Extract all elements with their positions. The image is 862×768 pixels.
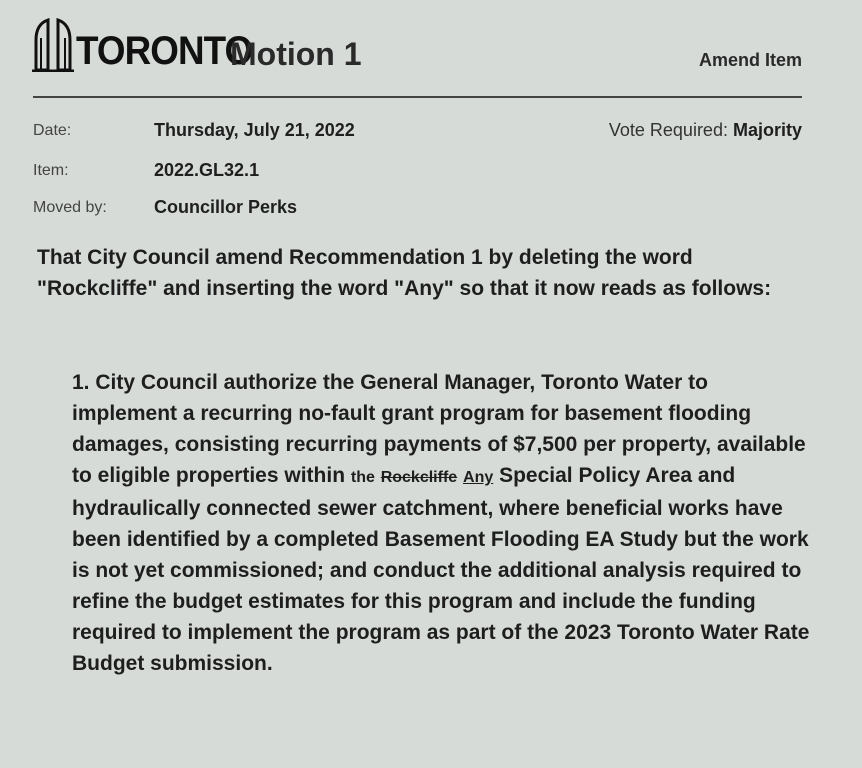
deleted-word: Rockcliffe <box>380 469 458 486</box>
city-hall-icon <box>32 18 74 72</box>
date-value: Thursday, July 21, 2022 <box>154 120 355 140</box>
vote-value: Majority <box>732 120 802 140</box>
item-value: 2022.GL32.1 <box>154 160 260 180</box>
recommendation-text <box>72 367 812 679</box>
recommendation-part2: Special Policy Area and hydraulically connected sewer catchment, where beneficial works have been identified by a completed Basement Flooding EA Study but the work is not yet commissioned; and conduct the additional analysis required to refine the budget estimates for this program and include the funding required to implement the program as part of the 2023 Toronto Water Rate Budget submission. <box>72 464 810 675</box>
date-label: Date: <box>33 122 72 139</box>
recommendation-part1: 1. City Council authorize the General Manager, Toronto Water to implement a recurring no-fault grant program for basement flooding damages, consisting recurring payments of $7,500 per property, available to eligible properties within <box>72 371 806 487</box>
inserted-word: Any <box>463 469 494 486</box>
vote-required <box>609 120 802 141</box>
motion-intro: That City Council amend Recommendation 1 by deleting the word "Rockcliffe" and inserting the word "Any" so that it now reads as follows: <box>37 246 772 300</box>
recommendation-the: the <box>350 469 375 486</box>
logo-wordmark: TORONTO <box>76 29 253 73</box>
vote-label: Vote Required: <box>608 120 728 140</box>
moved-by-value: Councillor Perks <box>154 197 298 217</box>
header <box>30 16 802 76</box>
item-label: Item: <box>33 162 69 179</box>
divider <box>33 96 802 98</box>
moved-by-label: Moved by: <box>33 199 107 216</box>
amend-label: Amend Item <box>698 50 802 70</box>
page-title: Motion 1 <box>230 36 362 72</box>
